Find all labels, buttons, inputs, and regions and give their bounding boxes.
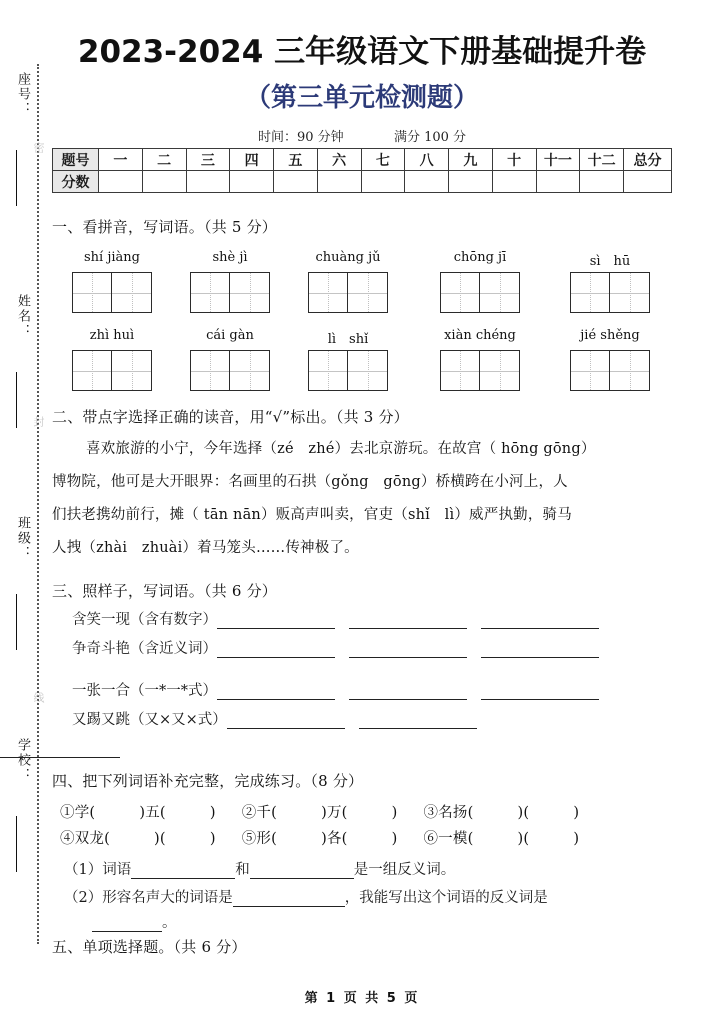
score-table-col-header: 七	[361, 149, 405, 171]
tianzige-grid[interactable]	[308, 350, 388, 391]
section-4-question-1	[64, 858, 455, 879]
tianzige-cell[interactable]	[309, 273, 348, 312]
section-2-line-3: 们扶老携幼前行，摊（ tān nān）贩高声叫卖，官吏（shǐ lì）威严执勤，骑马	[52, 507, 572, 523]
tianzige-grid[interactable]	[190, 350, 270, 391]
section-4-heading: 四、把下列词语补充完整，完成练习。（8 分）	[52, 772, 364, 790]
section-3-item-sample: 又踢又跳（又×又×式）	[72, 712, 227, 728]
answer-blank[interactable]	[233, 894, 345, 907]
score-table-col-header: 一	[99, 149, 143, 171]
score-table-cell[interactable]	[317, 171, 361, 193]
answer-blank[interactable]	[0, 745, 120, 758]
seal-write-line[interactable]	[16, 816, 17, 872]
section-2-line-1: 喜欢旅游的小宁，今年选择（zé zhé）去北京游玩。在故宫（ hōng gōng）	[86, 441, 596, 457]
score-table-col-header: 十一	[536, 149, 580, 171]
answer-blank[interactable]	[92, 919, 162, 932]
answer-blank[interactable]	[250, 866, 354, 879]
exam-time-label: 时间：90 分钟	[257, 130, 344, 145]
q1-text-c: 是一组反义词。	[353, 862, 456, 878]
section-4-word-item[interactable]: ⑤形( )各( )	[241, 831, 398, 847]
seal-faint-mark: 封	[32, 416, 45, 429]
score-table-cell[interactable]	[361, 171, 405, 193]
section-3-trailing-blank-row	[0, 742, 120, 758]
answer-blank[interactable]	[349, 687, 467, 700]
tianzige-grid[interactable]	[440, 272, 520, 313]
tianzige-cell[interactable]	[571, 273, 610, 312]
tianzige-cell[interactable]	[73, 273, 112, 312]
score-table	[52, 148, 672, 193]
tianzige-cell[interactable]	[112, 273, 151, 312]
section-3-item	[72, 637, 613, 658]
tianzige-cell[interactable]	[441, 351, 480, 390]
answer-blank[interactable]	[481, 616, 599, 629]
score-table-cell[interactable]	[405, 171, 449, 193]
tianzige-cell[interactable]	[309, 351, 348, 390]
tianzige-cell[interactable]	[441, 273, 480, 312]
score-table-col-header: 十	[492, 149, 536, 171]
section-3-item-sample: 一张一合（一*一*式）	[72, 683, 217, 699]
table-row-scores	[53, 171, 672, 193]
tianzige-cell[interactable]	[571, 351, 610, 390]
score-table-cell[interactable]	[186, 171, 230, 193]
tianzige-grid[interactable]	[308, 272, 388, 313]
section-4-question-2	[64, 886, 548, 907]
seal-field-1: 姓名：	[15, 294, 30, 339]
score-table-body	[53, 149, 672, 193]
answer-blank[interactable]	[217, 616, 335, 629]
section-4-word-item[interactable]: ⑥一模( )( )	[423, 831, 580, 847]
score-table-cell[interactable]	[536, 171, 580, 193]
document-header	[0, 0, 724, 145]
answer-blank[interactable]	[217, 645, 335, 658]
seal-write-line[interactable]	[16, 594, 17, 650]
tianzige-cell[interactable]	[610, 351, 649, 390]
section-4-word-item[interactable]: ③名扬( )( )	[423, 805, 580, 821]
tianzige-cell[interactable]	[73, 351, 112, 390]
tianzige-grid[interactable]	[72, 350, 152, 391]
tianzige-cell[interactable]	[348, 273, 387, 312]
exam-total-score-label: 满分 100 分	[393, 130, 467, 145]
pinyin-label: shè jì	[212, 250, 248, 265]
section-4-row-2	[60, 827, 605, 848]
row-header-score: 分数	[53, 171, 99, 193]
pinyin-label: chōng jī	[453, 250, 507, 265]
score-table-col-header: 九	[449, 149, 493, 171]
tianzige-cell[interactable]	[230, 273, 269, 312]
exam-meta	[0, 126, 724, 145]
seal-field-2: 班级：	[15, 516, 30, 561]
page-title: 2023-2024 三年级语文下册基础提升卷	[77, 34, 647, 70]
seal-dotted-line	[37, 64, 39, 944]
tianzige-cell[interactable]	[480, 351, 519, 390]
score-table-cell[interactable]	[580, 171, 624, 193]
answer-blank[interactable]	[359, 716, 477, 729]
pinyin-label: chuàng jǔ	[315, 250, 381, 265]
seal-margin	[0, 64, 46, 964]
tianzige-cell[interactable]	[191, 273, 230, 312]
pinyin-label: shí jiàng	[84, 250, 140, 265]
seal-faint-mark: 线	[32, 692, 45, 705]
section-2-line-4: 人拽（zhài zhuài）着马笼头……传神极了。	[52, 540, 359, 556]
score-table-col-header: 二	[142, 149, 186, 171]
page-footer: 第 1 页 共 5 页	[304, 991, 420, 1006]
score-table-col-header: 十二	[580, 149, 624, 171]
section-2-heading: 二、带点字选择正确的读音，用“√”标出。（共 3 分）	[52, 408, 409, 426]
section-3-heading: 三、照样子，写词语。（共 6 分）	[52, 582, 277, 600]
score-table-col-header: 八	[405, 149, 449, 171]
tianzige-cell[interactable]	[112, 351, 151, 390]
score-table-cell[interactable]	[274, 171, 318, 193]
pinyin-label: xiàn chéng	[444, 328, 516, 343]
answer-blank[interactable]	[227, 716, 345, 729]
score-table-col-header: 四	[230, 149, 274, 171]
seal-write-line[interactable]	[16, 372, 17, 428]
pinyin-label: lì shǐ	[327, 332, 369, 347]
tianzige-grid[interactable]	[190, 272, 270, 313]
score-table-col-header: 总分	[624, 149, 672, 171]
section-4-word-item[interactable]: ④双龙( )( )	[60, 831, 216, 847]
section-4-word-item[interactable]: ②千( )万( )	[241, 805, 398, 821]
answer-blank[interactable]	[349, 616, 467, 629]
row-header-question-no: 题号	[53, 149, 99, 171]
score-table-cell[interactable]	[492, 171, 536, 193]
section-3-item-sample: 含笑一现（含有数字）	[72, 612, 217, 628]
q2-text-c: 。	[162, 915, 177, 931]
section-3-item	[72, 708, 491, 729]
section-2-line-2: 博物院，他可是大开眼界：名画里的石拱（gǒng gōng）桥横跨在小河上，人	[52, 474, 568, 490]
q2-text-b: ，我能写出这个词语的反义词是	[344, 890, 548, 906]
section-1-heading: 一、看拼音，写词语。（共 5 分）	[52, 218, 277, 236]
pinyin-label: jié shěng	[580, 328, 640, 343]
section-5-heading: 五、单项选择题。（共 6 分）	[52, 938, 247, 956]
paper-subtitle: （第三单元检测题）	[244, 83, 479, 113]
answer-blank[interactable]	[131, 866, 235, 879]
section-4-question-2-cont	[92, 911, 177, 932]
q2-text-a: （2）形容名声大的词语是	[64, 890, 233, 906]
q1-text-b: 和	[235, 862, 250, 878]
tianzige-cell[interactable]	[191, 351, 230, 390]
score-table-col-header: 六	[317, 149, 361, 171]
score-table-col-header: 五	[274, 149, 318, 171]
seal-field-3: 学校：	[15, 738, 30, 783]
tianzige-grid[interactable]	[570, 272, 650, 313]
answer-blank[interactable]	[481, 687, 599, 700]
tianzige-cell[interactable]	[480, 273, 519, 312]
pinyin-label: cái gàn	[206, 328, 254, 343]
tianzige-cell[interactable]	[230, 351, 269, 390]
section-3-item	[72, 679, 613, 700]
score-table-cell[interactable]	[142, 171, 186, 193]
seal-write-line[interactable]	[16, 150, 17, 206]
answer-blank[interactable]	[481, 645, 599, 658]
tianzige-cell[interactable]	[348, 351, 387, 390]
table-row-question-numbers	[53, 149, 672, 171]
section-3-item-sample: 争奇斗艳（含近义词）	[72, 641, 217, 657]
score-table-cell[interactable]	[99, 171, 143, 193]
section-3-item	[72, 608, 613, 629]
seal-field-0: 座号：	[15, 72, 30, 117]
tianzige-grid[interactable]	[570, 350, 650, 391]
score-table-cell[interactable]	[624, 171, 672, 193]
pinyin-label: zhì huì	[89, 328, 135, 343]
answer-blank[interactable]	[217, 687, 335, 700]
score-table-cell[interactable]	[230, 171, 274, 193]
tianzige-grid[interactable]	[440, 350, 520, 391]
answer-blank[interactable]	[349, 645, 467, 658]
seal-faint-mark: 密	[32, 142, 45, 155]
q1-text-a: （1）词语	[64, 862, 132, 878]
section-4-row-1	[60, 801, 605, 822]
score-table-cell[interactable]	[449, 171, 493, 193]
section-4-word-item[interactable]: ①学( )五( )	[60, 805, 216, 821]
score-table-col-header: 三	[186, 149, 230, 171]
tianzige-grid[interactable]	[72, 272, 152, 313]
pinyin-label: sì hū	[589, 254, 631, 269]
tianzige-cell[interactable]	[610, 273, 649, 312]
